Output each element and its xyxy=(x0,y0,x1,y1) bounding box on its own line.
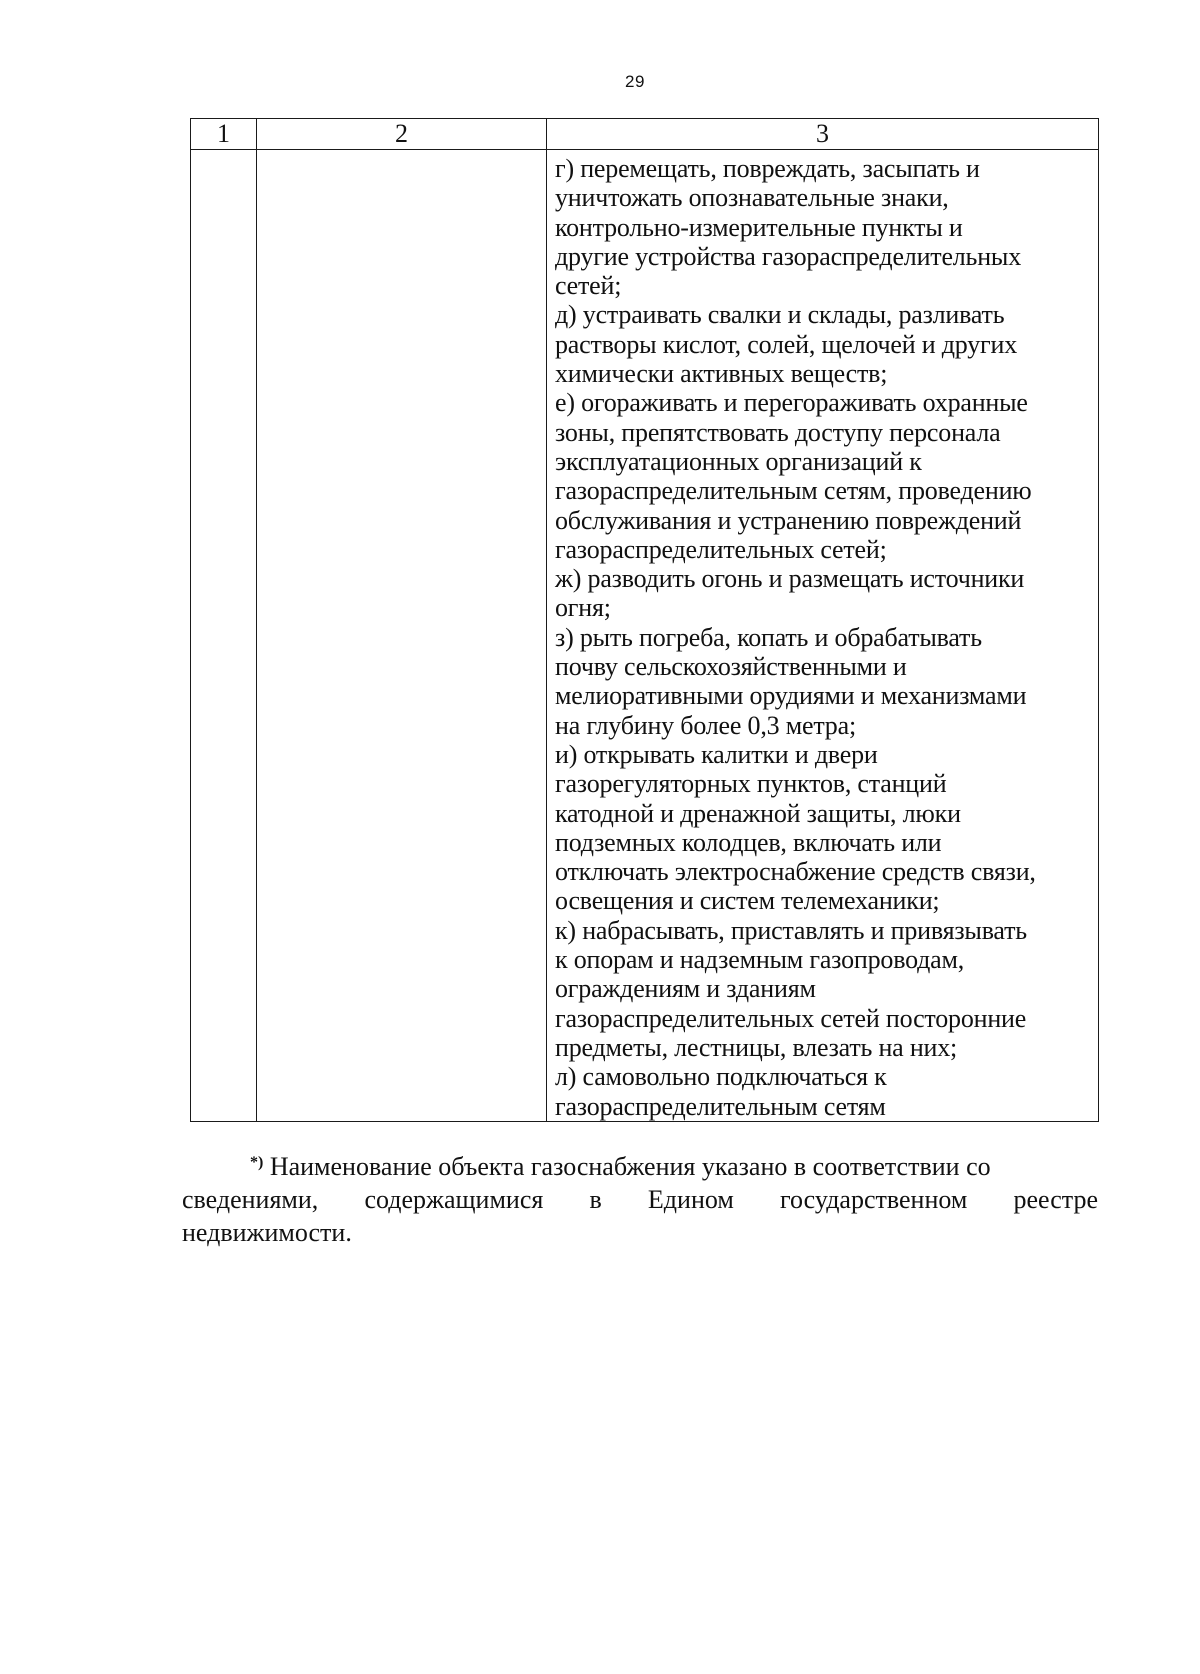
footnote-word: сведениями, xyxy=(182,1185,319,1214)
prohibition-line: почву сельскохозяйственными и xyxy=(555,652,907,682)
prohibition-line: газорегуляторных пунктов, станций xyxy=(555,769,947,799)
column-header-1: 1 xyxy=(191,119,257,150)
footnote-line-1 xyxy=(182,1146,1098,1183)
footnote xyxy=(182,1146,1098,1249)
table-header-row xyxy=(191,119,1099,150)
page-number: 29 xyxy=(625,72,645,91)
prohibition-line: ж) разводить огонь и размещать источники xyxy=(555,564,1025,594)
prohibition-line: огня; xyxy=(555,593,611,623)
table-row xyxy=(191,150,1099,1122)
prohibition-line: химически активных веществ; xyxy=(555,359,888,389)
prohibition-line: эксплуатационных организаций к xyxy=(555,446,922,476)
footnote-word: Едином xyxy=(647,1185,734,1214)
prohibition-line: обслуживания и устранению повреждений xyxy=(555,505,1022,535)
table-cell-col2 xyxy=(257,150,547,1122)
prohibition-line: газораспределительным сетям, проведению xyxy=(555,476,1032,506)
footnote-word: реестре xyxy=(1013,1185,1098,1214)
prohibition-line: з) рыть погреба, копать и обрабатывать xyxy=(555,622,982,652)
column-header-3: 3 xyxy=(547,119,1099,150)
prohibition-line: газораспределительных сетей посторонние xyxy=(555,1003,1027,1033)
footnote-word: содержащимися xyxy=(364,1185,544,1214)
prohibition-line: сетей; xyxy=(555,271,622,301)
prohibition-line: ограждениям и зданиям xyxy=(555,974,816,1004)
prohibition-line: катодной и дренажной защиты, люки xyxy=(555,798,961,828)
prohibition-line: другие устройства газораспределительных xyxy=(555,241,1022,271)
prohibition-line: д) устраивать свалки и склады, разливать xyxy=(555,300,1005,330)
prohibition-line: е) огораживать и перегораживать охранные xyxy=(555,388,1028,418)
table-cell-col3 xyxy=(547,150,1099,1122)
prohibition-line: уничтожать опознавательные знаки, xyxy=(555,183,949,213)
prohibition-line: контрольно-измерительные пункты и xyxy=(555,212,963,242)
prohibition-line: к опорам и надземным газопроводам, xyxy=(555,945,965,975)
prohibitions-list xyxy=(547,150,1098,1121)
footnote-word: в xyxy=(589,1185,602,1214)
footnote-text-1: Наименование объекта газоснабжения указано в соответствии со xyxy=(269,1152,991,1181)
prohibition-line: зоны, препятствовать доступу персонала xyxy=(555,417,1001,447)
footnote-mark: *) xyxy=(250,1154,264,1171)
prohibition-line: и) открывать калитки и двери xyxy=(555,739,878,769)
prohibition-line: на глубину более 0,3 метра; xyxy=(555,710,856,740)
prohibition-line: г) перемещать, повреждать, засыпать и xyxy=(555,154,980,183)
prohibition-line: к) набрасывать, приставлять и привязывать xyxy=(555,915,1027,945)
footnote-line-3: недвижимости. xyxy=(182,1218,352,1247)
table-cell-col1 xyxy=(191,150,257,1122)
prohibition-line: газораспределительных сетей; xyxy=(555,534,887,564)
prohibition-line: подземных колодцев, включать или xyxy=(555,827,942,857)
column-header-2: 2 xyxy=(257,119,547,150)
prohibition-line: газораспределительным сетям xyxy=(555,1091,886,1121)
footnote-word: государственном xyxy=(779,1185,968,1214)
prohibition-line: освещения и систем телемеханики; xyxy=(555,886,940,916)
prohibition-line: отключать электроснабжение средств связи, xyxy=(555,857,1036,887)
restrictions-table xyxy=(190,118,1099,1122)
prohibition-line: мелиоративными орудиями и механизмами xyxy=(555,681,1027,711)
prohibition-line: растворы кислот, солей, щелочей и других xyxy=(555,329,1018,359)
footnote-line-2 xyxy=(182,1183,1098,1216)
prohibition-line: л) самовольно подключаться к xyxy=(555,1062,887,1092)
prohibition-line: предметы, лестницы, влезать на них; xyxy=(555,1032,958,1062)
